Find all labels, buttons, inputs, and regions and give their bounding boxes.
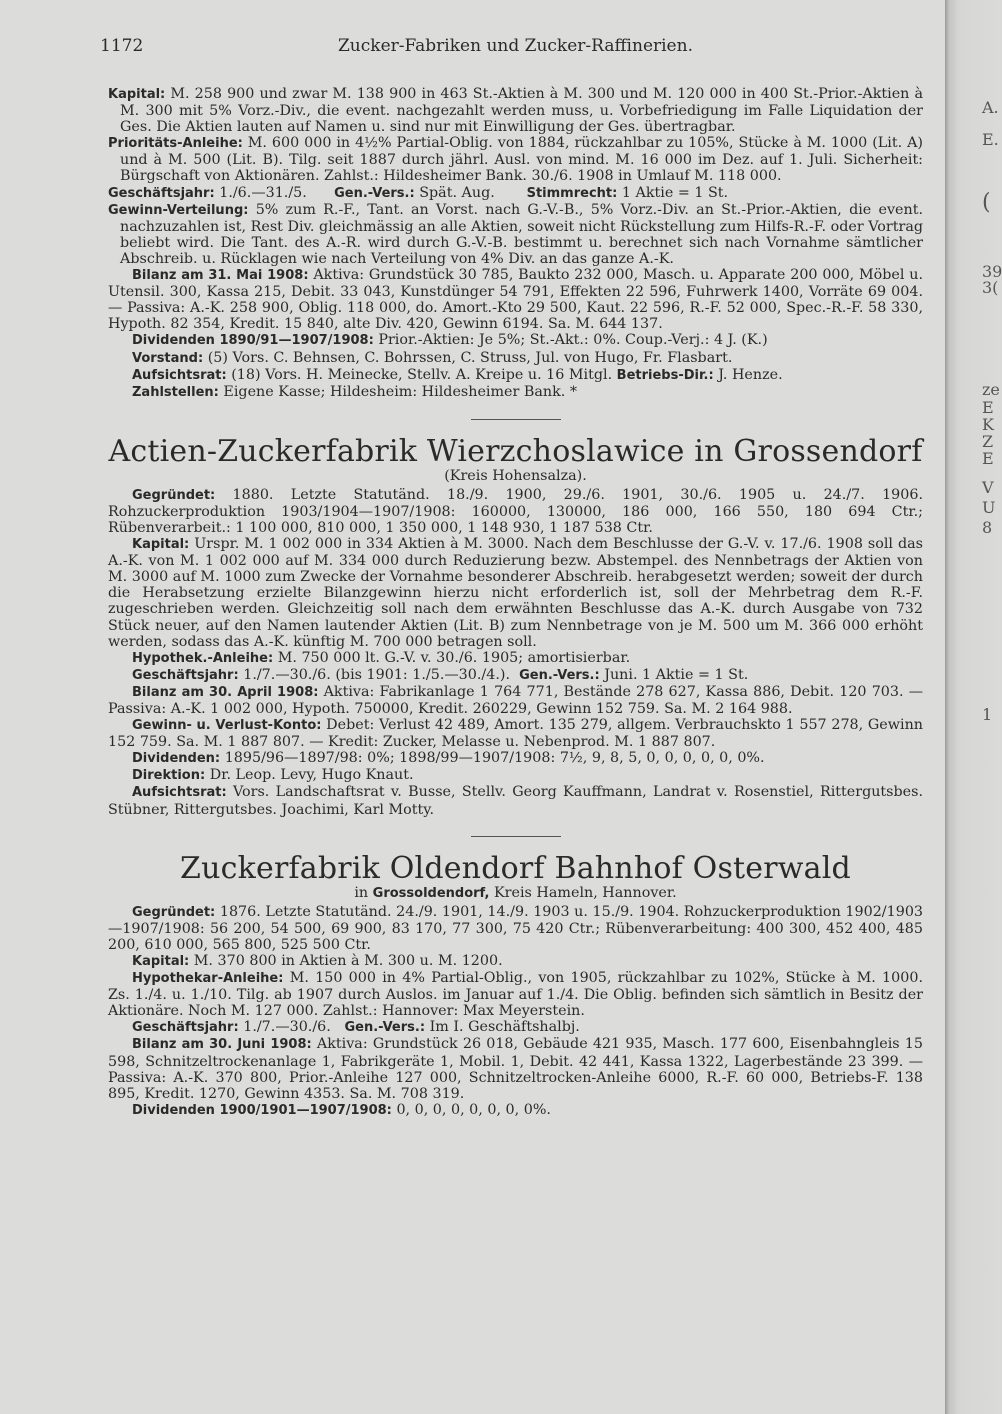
hypothek-paragraph <box>108 970 923 1019</box>
dividenden-paragraph <box>108 1102 923 1119</box>
bil-text: Aktiva: Grundstück 26 018, Gebäude 421 935, Masch. 177 600, Eisenbahngleis 15 598, Schnitzeltrockenanlage 1, Fabrikgeräte 1, Mobil. 1, Debit. 42 441, Kassa 1322, Lagerbestände 23 399. — Passiva: A.-K. 370 800, Prior.-Anleihe 127 000, Schnitzeltrocken-Anleihe 6000, R.-F. 60 000, Betriebs-F. 138 895, Kredit. 1270, Gewinn 4353. Sa. M. 708 319. <box>108 1036 923 1102</box>
gegruendet-paragraph <box>108 904 923 953</box>
dir-label: Direktion: <box>132 768 206 784</box>
hyp-text: M. 150 000 in 4% Partial-Oblig., von 1905, rückzahlbar zu 102%, Stücke à M. 1000. Zs. 1./4. u. 1./10. Tilg. ab 1907 durch Auslos. im Januar auf 1./4. Die Oblig. befinden sich sämtlich in Besitz der Aktionäre. Noch M. 127 000. Zahlst.: Hannover: Max Meyerstein. <box>108 970 923 1020</box>
gj-text: 1./7.—30./6. (bis 1901: 1./5.—30./4.). <box>243 666 510 683</box>
kap-label: Kapital: <box>132 537 190 553</box>
vorstand-paragraph <box>108 350 923 367</box>
geg-text: 1880. Letzte Statutänd. 18./9. 1900, 29./6. 1901, 30./6. 1905 u. 24./7. 1906. Rohzuckerproduktion 1903/1904—1907/1908: 160000, 130000, 186 000, 166 550, 180 694 Ctr.; Rübenverarbeit.: 1 100 000, 810 000, 1 350 000, 1 148 930, 1 187 538 Ctr. <box>108 486 924 536</box>
vor-text: (5) Vors. C. Behnsen, C. Bohrssen, C. Struss, Jul. von Hugo, Fr. Flasbart. <box>207 349 733 366</box>
div-label: Dividenden 1890/91—1907/1908: <box>132 333 374 349</box>
company-entry-oldendorf <box>108 850 924 1119</box>
st-label: Stimmrecht: <box>526 185 618 201</box>
hyp-text: M. 750 000 lt. G.-V. v. 30./6. 1905; amortisierbar. <box>277 649 631 666</box>
section-divider <box>471 836 561 837</box>
div-text: 1895/96—1897/98: 0%; 1898/99—1907/1908: 7½, 9, 8, 5, 0, 0, 0, 0, 0, 0%. <box>224 750 765 767</box>
edge-fragment: 3( <box>982 278 999 297</box>
edge-fragment: A. <box>982 98 999 117</box>
bd-text: J. Henze. <box>718 366 783 383</box>
gj-text: 1./6.—31./5. <box>219 184 307 201</box>
edge-fragment: ze <box>982 380 1000 399</box>
zs-label: Zahlstellen: <box>132 384 219 400</box>
company-subtitle <box>108 885 923 902</box>
hyp-label: Hypothek.-Anleihe: <box>132 650 274 666</box>
kapital-label: Kapital: <box>108 87 166 102</box>
bilanz-paragraph <box>108 684 923 717</box>
company-title: Actien-Zuckerfabrik Wierzchoslawice in Grossendorf <box>108 433 923 469</box>
gj-label: Geschäftsjahr: <box>132 1020 239 1036</box>
bil-text: Aktiva: Grundstück 30 785, Baukto 232 000, Masch. u. Apparate 200 000, Möbel u. Utensil. 300, Kassa 215, Debit. 33 043, Kunstdünger 54 791, Effekten 22 596, Fuhrwerk 1400, Vorräte 69 004. — Passiva: A.-K. 258 900, Oblig. 118 000, do. Amort.-Kto 29 500, Kaut. 22 596, R.-F. 52 000, Spec.-R.-F. 58 330, Hypoth. 82 354, Kredit. 15 840, alte Div. 420, Gewinn 6194. Sa. M. 644 137. <box>108 267 923 333</box>
gv-text: Im I. Geschäftshalbj. <box>429 1019 580 1036</box>
section-divider <box>471 419 561 420</box>
gv-text: Spät. Aug. <box>419 184 495 201</box>
edge-fragment: E <box>982 449 994 468</box>
kapital-paragraph <box>108 953 923 970</box>
vor-label: Vorstand: <box>132 350 204 366</box>
direktion-paragraph <box>108 767 923 784</box>
edge-fragment: Z <box>982 432 994 451</box>
kapital-paragraph <box>108 536 923 650</box>
gv-text: Juni. 1 Aktie = 1 St. <box>604 666 749 683</box>
geg-label: Gegründet: <box>132 904 216 920</box>
gj-text: 1./7.—30./6. <box>243 1019 331 1036</box>
zahlstellen-paragraph <box>108 384 923 401</box>
ar-text: (18) Vors. H. Meinecke, Stellv. A. Kreipe u. 16 Mitgl. <box>231 366 613 383</box>
gj-label: Geschäftsjahr: <box>132 667 239 683</box>
ar-text: Vors. Landschaftsrat v. Busse, Stellv. Georg Kauffmann, Landrat v. Rosenstiel, Rittergutsbes. Stübner, Rittergutsbes. Joachimi, Karl Motty. <box>108 784 924 818</box>
gegruendet-paragraph <box>108 487 923 536</box>
page-content <box>100 36 924 1119</box>
page-number: 1172 <box>100 36 144 56</box>
edge-fragment: 39 <box>982 262 1002 281</box>
gj-paragraph <box>108 1019 923 1036</box>
geg-label: Gegründet: <box>132 487 216 503</box>
running-header <box>100 36 923 66</box>
bd-label: Betriebs-Dir.: <box>616 367 714 383</box>
dividenden-paragraph <box>108 750 923 767</box>
kapital-text: M. 258 900 und zwar M. 138 900 in 463 St.-Aktien à M. 300 und M. 120 000 in 400 St.-Prior.-Aktien à M. 300 mit 5% Vorz.-Div., die event. nachgezahlt werden muss, u. Vorbefriedigung im Falle Liquidation der Ges. Die Aktien lauten auf Namen u. sind nur mit Einwilligung der Ges. übertragbar. <box>120 86 924 136</box>
prior-text: M. 600 000 in 4½% Partial-Oblig. von 1884, rückzahlbar zu 105%, Stücke à M. 1000 (Lit. A) und à M. 500 (Lit. B). Tilg. seit 1887 durch jährl. Ausl. von mind. M. 16 000 im Dez. auf 1. Juli. Sicherheit: Bürgschaft von Aktionären. Zahlst.: Hildesheimer Bank. 30./6. 1908 in Umlauf M. 118 000. <box>120 135 923 185</box>
subtitle-prefix: in <box>354 884 369 901</box>
edge-fragment: K <box>982 415 994 434</box>
div-text: 0, 0, 0, 0, 0, 0, 0, 0%. <box>396 1101 551 1118</box>
prior-label: Prioritäts-Anleihe: <box>108 136 243 152</box>
guv-text: Debet: Verlust 42 489, Amort. 135 279, allgem. Verbrauchskto 1 557 278, Gewinn 152 759. Sa. M. 1 887 807. — Kredit: Zucker, Melasse u. Nebenprod. M. 1 887 807. <box>108 717 923 751</box>
edge-fragment: 8 <box>982 518 993 537</box>
kapital-paragraph <box>108 86 923 135</box>
edge-fragment: 1 <box>982 705 993 724</box>
hypothek-paragraph <box>108 650 923 667</box>
gew-text: 5% zum R.-F., Tant. an Vorst. nach G.-V.-B., 5% Vorz.-Div. an St.-Prior.-Aktien, die event. nachzuzahlen ist, Rest Div. gleichmässig an alle Aktien, soweit nicht Rückstellung zum Hilfs-R.-F. oder Vortrag beliebt wird. Die Tant. des A.-R. wird durch G.-V.-B. bestimmt u. berechnet sich nach Vornahme sämtlicher Abschreib. u. Rücklagen wie nach Verteilung von 4% Div. an das ganze A.-K. <box>120 201 923 267</box>
gj-label: Geschäftsjahr: <box>108 185 215 201</box>
company-subtitle: (Kreis Hohensalza). <box>444 467 587 484</box>
geg-text: 1876. Letzte Statutänd. 24./9. 1901, 14./9. 1903 u. 15./9. 1904. Rohzuckerproduktion 1902/1903—1907/1908: 56 200, 54 500, 69 900, 83 170, 77 300, 75 420 Ctr.; Rübenverarbeitung: 400 300, 452 400, 485 200, 610 000, 565 800, 525 500 Ctr. <box>108 903 924 953</box>
hyp-label: Hypothekar-Anleihe: <box>132 971 284 987</box>
dividenden-paragraph <box>108 332 923 349</box>
edge-fragment: U <box>982 498 996 517</box>
kap-label: Kapital: <box>132 953 190 969</box>
aufsichtsrat-paragraph <box>108 784 923 817</box>
div-label: Dividenden: <box>132 751 221 767</box>
dir-text: Dr. Leop. Levy, Hugo Knaut. <box>209 767 414 784</box>
gj-paragraph <box>108 667 923 684</box>
ar-label: Aufsichtsrat: <box>132 367 227 383</box>
bil-text: Aktiva: Fabrikanlage 1 764 771, Bestände 278 627, Kassa 886, Debit. 120 703. — Passiva: A.-K. 1 002 000, Hypoth. 750000, Kredit. 260229, Gewinn 152 759. Sa. M. 2 164 988. <box>108 683 923 717</box>
edge-fragment: E <box>982 398 994 417</box>
kap-text: M. 370 800 in Aktien à M. 300 u. M. 1200. <box>193 952 503 969</box>
prior-paragraph <box>108 135 923 184</box>
guv-paragraph <box>108 717 923 750</box>
bil-label: Bilanz am 30. April 1908: <box>132 684 319 700</box>
running-title: Zucker-Fabriken und Zucker-Raffinerien. <box>338 36 693 56</box>
gv-label: Gen.-Vers.: <box>334 185 415 201</box>
company-entry-wierzchoslawice <box>108 433 924 818</box>
bilanz-paragraph <box>108 1036 923 1101</box>
gew-label: Gewinn-Verteilung: <box>108 202 249 218</box>
gv-label: Gen.-Vers.: <box>344 1020 426 1036</box>
bilanz-paragraph <box>108 267 923 332</box>
ar-label: Aufsichtsrat: <box>132 785 227 801</box>
gv-label: Gen.-Vers.: <box>519 667 600 683</box>
guv-label: Gewinn- u. Verlust-Konto: <box>132 718 322 734</box>
subtitle-place: Grossoldendorf, <box>372 885 490 901</box>
gj-paragraph <box>108 185 923 202</box>
bil-label: Bilanz am 31. Mai 1908: <box>132 268 309 284</box>
zs-text: Eigene Kasse; Hildesheim: Hildesheimer Bank. * <box>223 383 578 400</box>
st-text: 1 Aktie = 1 St. <box>621 184 729 201</box>
bil-label: Bilanz am 30. Juni 1908: <box>132 1037 312 1053</box>
kap-text: Urspr. M. 1 002 000 in 334 Aktien à M. 3000. Nach dem Beschlusse der G.-V. v. 17./6. 1908 soll das A.-K. von M. 1 002 000 auf M. 334 000 durch Reduzierung bezw. Abstempel. des Nennbetrags der Aktien von M. 3000 auf M. 1000 zum Zwecke der Vornahme besonderer Abschreib. herabgesetzt werden; soweit der durch die Herabsetzung erzielte Bilanzgewinn hierzu nicht erforderlich ist, soll der Mehrbetrag dem R.-F. zugeschrieben werden. Gleichzeitig soll nach dem erwähnten Beschlusse das A.-K. durch Ausgabe von 732 Stück neuer, auf den Namen lautender Aktien (Lit. B) zum Nennbetrage von je M. 500 um M. 366 000 erhöht werden, sodass das A.-K. künftig M. 700 000 betragen soll. <box>108 536 923 650</box>
edge-fragment: V <box>982 478 994 497</box>
company-title: Zuckerfabrik Oldendorf Bahnhof Osterwald <box>180 850 851 886</box>
edge-fragment: E. <box>982 130 999 149</box>
aufsichtsrat-paragraph <box>108 367 923 384</box>
div-text: Prior.-Aktien: Je 5%; St.-Akt.: 0%. Coup.-Verj.: 4 J. (K.) <box>378 332 768 349</box>
gewinn-paragraph <box>108 202 923 267</box>
subtitle-suffix: Kreis Hameln, Hannover. <box>494 884 677 901</box>
div-label: Dividenden 1900/1901—1907/1908: <box>132 1102 392 1118</box>
section-continued-entry <box>108 86 923 401</box>
edge-fragment: ( <box>982 190 991 215</box>
